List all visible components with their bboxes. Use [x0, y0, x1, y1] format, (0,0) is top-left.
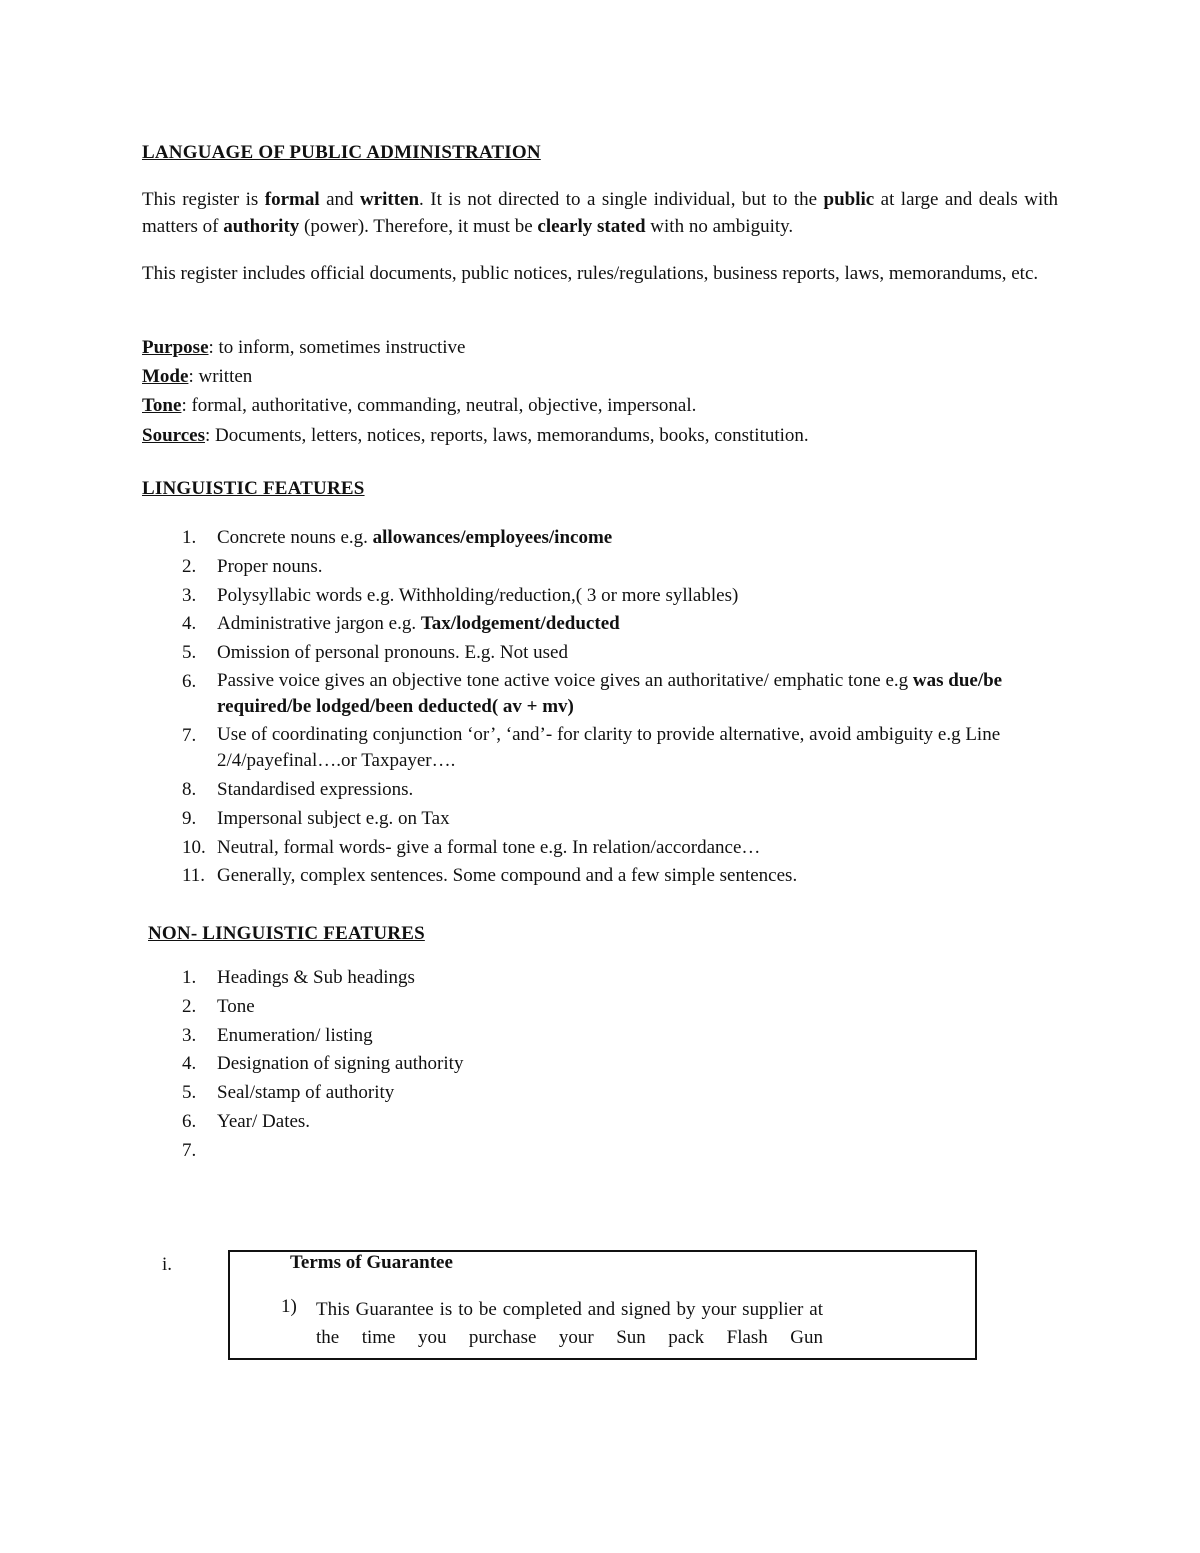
- list-item-body: [217, 808, 450, 829]
- list-item-text: Polysyllabic words e.g. Withholding/reduction,( 3 or more syllables): [217, 584, 739, 606]
- list-item: [142, 1079, 463, 1108]
- list-item-body: [217, 613, 620, 634]
- mode-line: [142, 366, 252, 388]
- list-item-number: 1.: [182, 967, 197, 988]
- list-item-number: 7.: [182, 1139, 197, 1161]
- list-item-emphasis: was due/be required/be lodged/been deducted( av + mv): [217, 669, 1003, 717]
- tone-label: Tone: [142, 395, 182, 416]
- list-item: [142, 553, 1047, 582]
- list-item-number: 8.: [182, 778, 197, 800]
- list-item-text: Neutral, formal words- give a formal tone e.g. In relation/accordance…: [217, 836, 761, 858]
- list-item: [142, 668, 1047, 720]
- sources-line: [142, 425, 809, 447]
- list-item: [142, 1022, 463, 1051]
- list-item-body: [217, 722, 1047, 774]
- list-item-emphasis: allowances/employees/income: [372, 527, 613, 548]
- list-item-text: Seal/stamp of authority: [217, 1082, 395, 1104]
- list-item-text: Headings & Sub headings: [217, 967, 415, 988]
- list-item-text: Year/ Dates.: [217, 1110, 311, 1132]
- list-item: [142, 993, 463, 1022]
- list-item-text: Standardised expressions.: [217, 778, 414, 800]
- list-item-number: 3.: [182, 1024, 197, 1046]
- list-item-number: 9.: [182, 807, 197, 829]
- list-item: [142, 776, 1047, 805]
- list-item-number: 11.: [182, 865, 206, 887]
- sources-label: Sources: [142, 425, 205, 446]
- list-item-number: 1.: [182, 527, 197, 548]
- roman-numeral-marker: i.: [162, 1254, 173, 1275]
- list-item-emphasis: Tax/lodgement/deducted: [420, 613, 620, 635]
- tone-value: : formal, authoritative, commanding, neutral, objective, impersonal.: [181, 395, 697, 416]
- list-item-number: 10.: [182, 836, 206, 858]
- list-item-number: 4.: [182, 613, 197, 635]
- list-item: [142, 1050, 463, 1079]
- list-item: [142, 862, 1047, 891]
- list-item-text: Administrative jargon e.g.: [217, 613, 421, 635]
- list-item-body: [217, 642, 568, 663]
- list-item: [142, 639, 1047, 668]
- list-item-text: Concrete nouns e.g.: [217, 527, 373, 548]
- mode-label: Mode: [142, 366, 189, 387]
- list-item-body: [217, 779, 413, 800]
- guarantee-title: Terms of Guarantee: [290, 1252, 453, 1273]
- linguistic-features-list: [142, 524, 1047, 891]
- list-item-body: [217, 996, 255, 1017]
- list-item-body: [217, 1025, 373, 1046]
- list-item: [142, 964, 463, 993]
- list-item-number: 4.: [182, 1053, 197, 1075]
- non-linguistic-features-heading: NON- LINGUISTIC FEATURES: [148, 923, 425, 944]
- purpose-line: [142, 337, 466, 359]
- list-item-text: Designation of signing authority: [217, 1053, 464, 1075]
- list-item-body: [217, 865, 797, 886]
- list-item-body: [217, 527, 612, 548]
- sources-value: : Documents, letters, notices, reports, laws, memorandums, books, constitution.: [204, 425, 809, 446]
- list-item-number: 7.: [182, 724, 197, 746]
- list-item-body: [217, 1111, 310, 1132]
- non-linguistic-features-list: [142, 964, 464, 1161]
- guarantee-item-text: This Guarantee is to be completed and signed by your supplier at the time you purchase your Sun pack Flash Gun: [316, 1299, 823, 1348]
- page-title: LANGUAGE OF PUBLIC ADMINISTRATION: [142, 142, 541, 163]
- list-item-body: [217, 556, 323, 577]
- intro-paragraph-1: This register is formal and written. It is not directed to a single individual, but to the public at large and deals with matters of authority (power). Therefore, it must be clearly stated with no ambiguity.: [142, 189, 1059, 237]
- list-item-number: 5.: [182, 642, 197, 664]
- list-item-number: 3.: [182, 584, 197, 606]
- list-item-body: [217, 668, 1047, 720]
- list-item: [142, 524, 1047, 553]
- list-item: [142, 582, 1047, 611]
- linguistic-features-heading: LINGUISTIC FEATURES: [142, 478, 365, 499]
- guarantee-item-number: 1): [281, 1296, 297, 1317]
- list-item-body: [217, 1053, 463, 1074]
- list-item-body: [217, 1082, 394, 1103]
- list-item-number: 2.: [182, 995, 197, 1017]
- tone-line: [142, 395, 696, 417]
- list-item-text: Generally, complex sentences. Some compound and a few simple sentences.: [217, 865, 798, 887]
- purpose-label: Purpose: [142, 337, 209, 358]
- list-item-body: [217, 837, 760, 858]
- list-item-body: [217, 585, 738, 606]
- mode-value: : written: [188, 366, 253, 387]
- list-item: [142, 610, 1047, 639]
- list-item-body: [217, 967, 415, 988]
- list-item: [142, 722, 1047, 774]
- list-item-text: Impersonal subject e.g. on Tax: [217, 807, 450, 829]
- list-item: [142, 834, 1047, 863]
- purpose-value: : to inform, sometimes instructive: [208, 337, 466, 358]
- list-item-text: Use of coordinating conjunction ‘or’, ‘and’- for clarity to provide alternative, avoid ambiguity e.g Line 2/4/payefinal….or Taxpayer….: [217, 723, 1001, 771]
- list-item: [142, 805, 1047, 834]
- list-item-number: 6.: [182, 1110, 197, 1132]
- list-item-number: 6.: [182, 670, 197, 692]
- list-item-text: Enumeration/ listing: [217, 1024, 373, 1046]
- list-item-text: Passive voice gives an objective tone active voice gives an authoritative/ emphatic tone e.g: [217, 669, 913, 691]
- list-item-text: Proper nouns.: [217, 555, 323, 577]
- list-item: [142, 1108, 463, 1137]
- list-item-number: 5.: [182, 1082, 197, 1104]
- intro-paragraph-2: This register includes official documents, public notices, rules/regulations, business reports, laws, memorandums, etc.: [142, 263, 1039, 284]
- list-item-text: Omission of personal pronouns. E.g. Not used: [217, 642, 568, 664]
- list-item-number: 2.: [182, 555, 197, 577]
- list-item-text: Tone: [217, 995, 255, 1017]
